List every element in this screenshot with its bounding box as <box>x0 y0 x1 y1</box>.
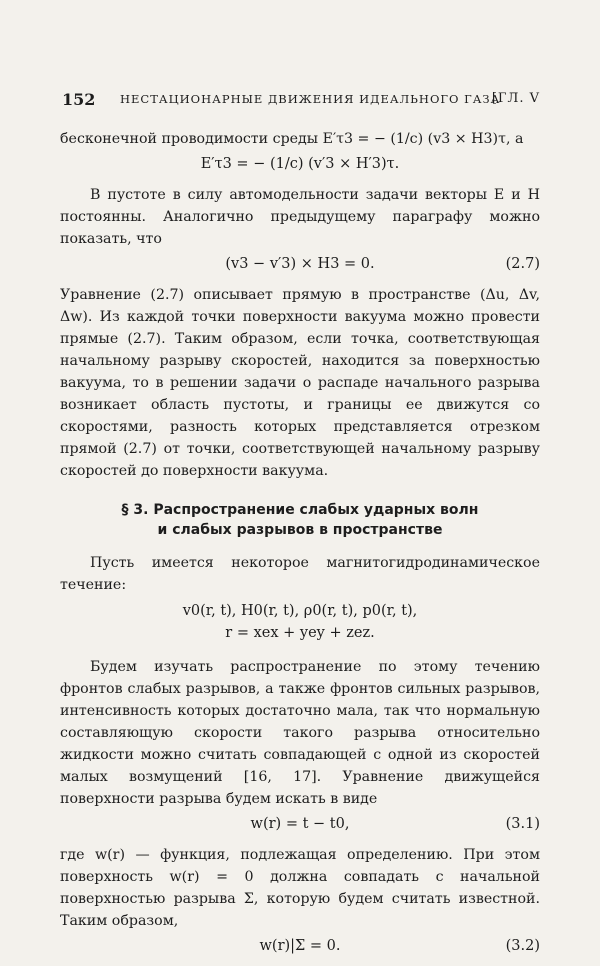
paragraph-2: В пустоте в силу автомодельности задачи векторы E и H постоянны. Аналогично предыдущему параграфу можно показать, что <box>60 187 540 247</box>
chapter-label: [ГЛ. V <box>491 91 540 106</box>
equation-2-7 <box>60 254 540 280</box>
equation-expression: (v3 − v′3) × H3 = 0. <box>225 256 375 272</box>
equation-expression: w(r) = t − t0, <box>250 816 350 832</box>
paragraph-1: бесконечной проводимости среды E′τ3 = − (1/c) (v3 × H3)τ, а <box>60 131 524 147</box>
flow-definition <box>60 600 540 644</box>
flow-variables: v0(r, t), H0(r, t), ρ0(r, t), p0(r, t), <box>182 603 418 619</box>
equation-label: (3.2) <box>505 938 540 954</box>
equation-label: (2.7) <box>505 256 540 272</box>
section-heading <box>60 500 540 540</box>
page-body <box>60 128 540 966</box>
equation-e-tau3 <box>60 154 540 180</box>
running-title: НЕСТАЦИОНАРНЫЕ ДВИЖЕНИЯ ИДЕАЛЬНОГО ГАЗА <box>120 92 501 106</box>
page-number: 152 <box>62 90 96 109</box>
equation-expression: E′τ3 = − (1/c) (v′3 × H′3)τ. <box>200 156 400 172</box>
section-heading-line-2: и слабых разрывов в пространстве <box>157 522 443 538</box>
section-heading-line-1: § 3. Распространение слабых ударных волн <box>121 502 479 518</box>
paragraph-3: Уравнение (2.7) описывает прямую в пространстве (Δu, Δv, Δw). Из каждой точки поверхности вакуума можно провести прямые (2.7). Таким образом, если точка, соответствующая начальному разрыву скоростей, находится за поверхностью вакуума, то в решении задачи о распаде начального разрыва возникает область пустоты, и границы ее движутся со скоростями, разность которых представляется отрезком прямой (2.7) от точки, соответствующей начальному разрыву скоростей до поверхности вакуума. <box>60 287 540 479</box>
equation-expression: w(r)|Σ = 0. <box>259 938 341 954</box>
page-header <box>62 90 540 110</box>
equation-3-2 <box>60 936 540 962</box>
paragraph-5: Будем изучать распространение по этому течению фронтов слабых разрывов, а также фронтов сильных разрывов, интенсивность которых достаточно мала, так что нормальную составляющую скорости такого разрыва относительно жидкости можно считать совпадающей с одной из скоростей малых возмущений [16, 17]. Уравнение движущейся поверхности разрыва будем искать в виде <box>60 659 540 807</box>
position-vector: r = xex + yey + zez. <box>225 625 375 641</box>
equation-label: (3.1) <box>505 816 540 832</box>
paragraph-6: где w(r) — функция, подлежащая определению. При этом поверхность w(r) = 0 должна совпадать с начальной поверхностью разрыва Σ, которую будем считать известной. Таким образом, <box>60 847 540 929</box>
paragraph-4: Пусть имеется некоторое магнитогидродинамическое течение: <box>60 555 540 593</box>
equation-3-1 <box>60 814 540 840</box>
